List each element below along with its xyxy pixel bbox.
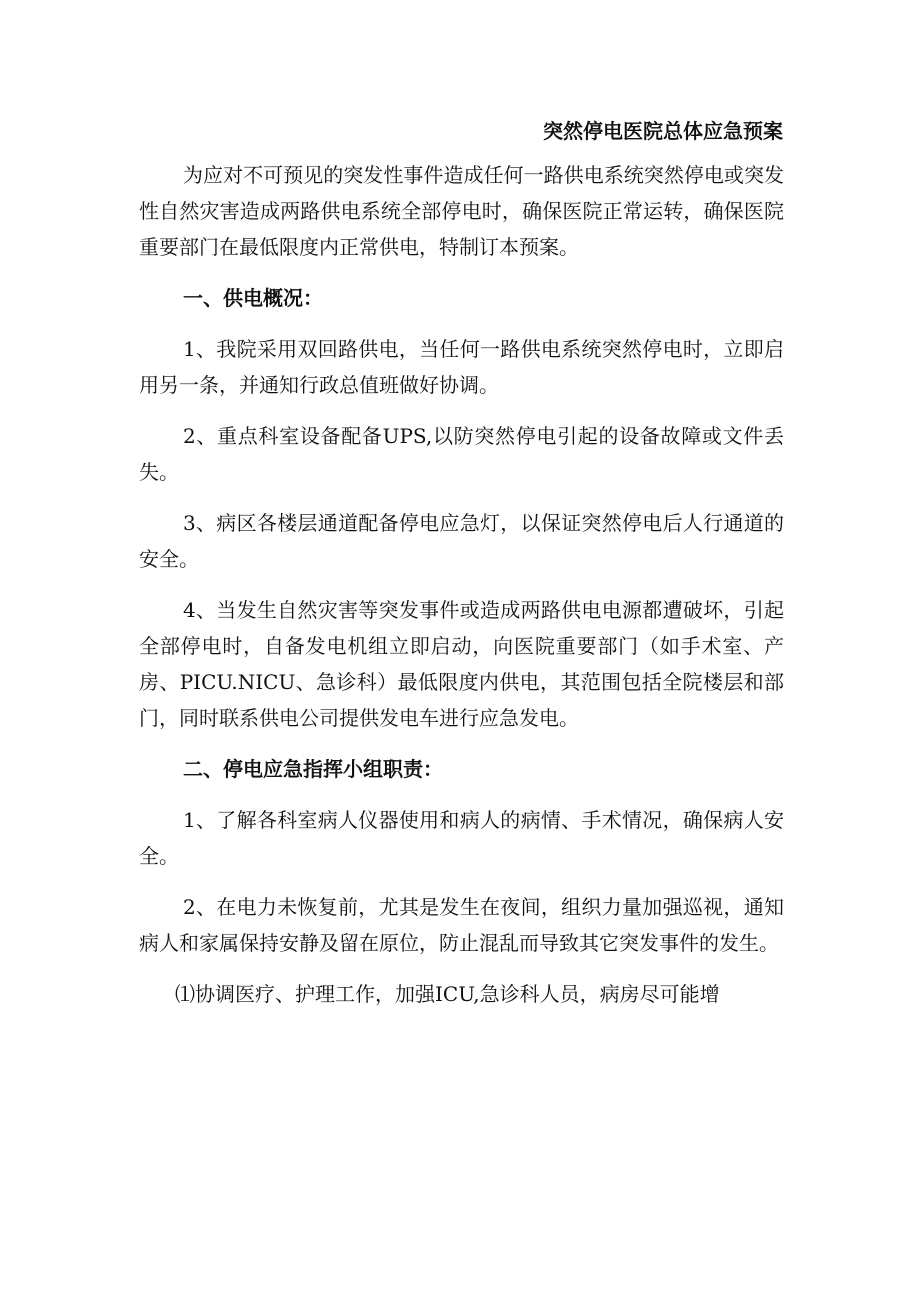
section-heading-command-group: 二、停电应急指挥小组职责：: [183, 757, 443, 781]
intro-paragraph: 为应对不可预见的突发性事件造成任何一路供电系统突然停电或突发性自然灾害造成两路供电系统全部停电时，确保医院正常运转，确保医院重要部门在最低限度内正常供电，特制订本预案。: [139, 163, 784, 259]
section-heading-power-overview: 一、供电概况：: [183, 286, 323, 310]
paragraph-ups: 2、重点科室设备配备UPS,以防突然停电引起的设备故障或文件丢失。: [139, 424, 784, 484]
paragraph-generator: 4、当发生自然灾害等突发事件或造成两路供电电源都遭破坏，引起全部停电时，自备发电机组立即启动，向医院重要部门（如手术室、产房、PICU.NICU、急诊科）最低限度内供电，其范围包括全院楼层和部门，同时联系供电公司提供发电车进行应急发电。: [139, 598, 784, 730]
paragraph-patrol: 2、在电力未恢复前，尤其是发生在夜间，组织力量加强巡视，通知病人和家属保持安静及留在原位，防止混乱而导致其它突发事件的发生。: [139, 895, 784, 955]
paragraph-patient-status: 1、了解各科室病人仪器使用和病人的病情、手术情况，确保病人安全。: [139, 808, 784, 868]
document-body: [139, 157, 784, 1027]
paragraph-coordination: ⑴协调医疗、护理工作，加强ICU,急诊科人员，病房尽可能增: [175, 982, 720, 1006]
paragraph-dual-circuit: 1、我院采用双回路供电，当任何一路供电系统突然停电时，立即启用另一条，并通知行政总值班做好协调。: [139, 337, 784, 397]
document-title: 突然停电医院总体应急预案: [543, 119, 783, 143]
paragraph-emergency-lights: 3、病区各楼层通道配备停电应急灯，以保证突然停电后人行通道的安全。: [139, 511, 784, 571]
